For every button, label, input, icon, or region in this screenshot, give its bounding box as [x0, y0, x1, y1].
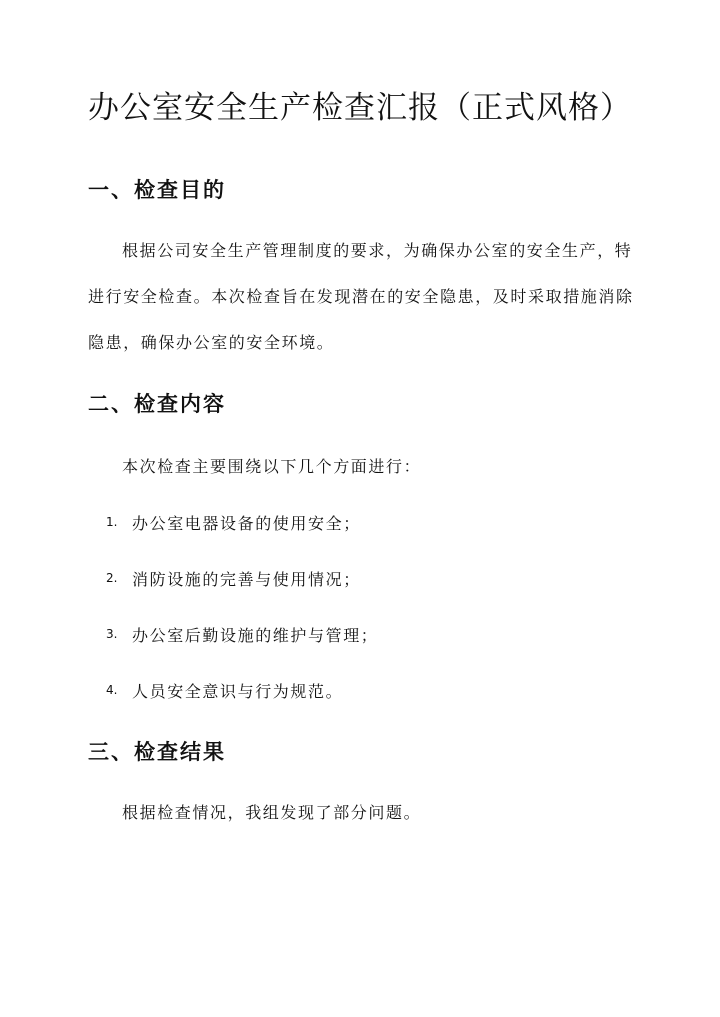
list-marker: 3. [106, 627, 118, 641]
list-marker: 1. [106, 515, 118, 529]
list-item-text: 人员安全意识与行为规范。 [132, 681, 344, 701]
list-item-text: 办公室电器设备的使用安全； [132, 513, 361, 533]
section-paragraph-content: 本次检查主要围绕以下几个方面进行： [122, 457, 422, 476]
section-paragraph-results: 根据检查情况，我组发现了部分问题。 [122, 803, 422, 822]
list-item [106, 606, 378, 662]
section-heading-results: 三、检查结果 [88, 740, 226, 764]
list-marker: 4. [106, 683, 118, 697]
list-item-text: 办公室后勤设施的维护与管理； [132, 625, 379, 645]
list-item-text: 消防设施的完善与使用情况； [132, 569, 361, 589]
list-marker: 2. [106, 571, 118, 585]
list-item [106, 662, 378, 718]
inspection-items-list [106, 494, 378, 718]
list-item [106, 550, 378, 606]
list-item [106, 494, 378, 550]
section-paragraph-purpose: 根据公司安全生产管理制度的要求，为确保办公室的安全生产，特进行安全检查。本次检查旨在发现潜在的安全隐患，及时采取措施消除隐患，确保办公室的安全环境。 [88, 241, 634, 352]
section-heading-purpose: 一、检查目的 [88, 178, 226, 202]
section-heading-content: 二、检查内容 [88, 392, 226, 416]
document-title: 办公室安全生产检查汇报（正式风格） [88, 90, 632, 126]
